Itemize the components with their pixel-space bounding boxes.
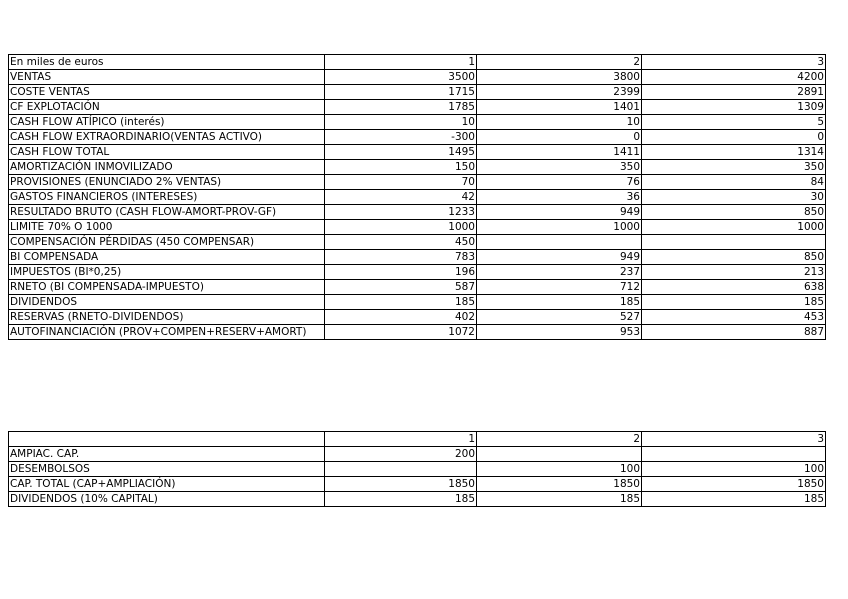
row-label-cell[interactable]: BI COMPENSADA [9,250,325,265]
value-cell-year-1[interactable]: 70 [325,175,477,190]
value-cell-year-1[interactable]: 1072 [325,325,477,340]
table-row [9,100,826,115]
value-cell-year-2[interactable]: 2 [477,432,642,447]
value-cell-year-2[interactable] [477,235,642,250]
value-cell-year-3[interactable]: 350 [642,160,826,175]
table-row [9,85,826,100]
value-cell-year-2[interactable]: 2399 [477,85,642,100]
value-cell-year-1[interactable]: 587 [325,280,477,295]
financial-table [8,54,826,340]
value-cell-year-3[interactable]: 30 [642,190,826,205]
row-label-cell[interactable]: CASH FLOW ATÍPICO (interés) [9,115,325,130]
row-label-cell[interactable]: RESULTADO BRUTO (CASH FLOW-AMORT-PROV-GF) [9,205,325,220]
value-cell-year-2[interactable]: 185 [477,295,642,310]
table-row [9,477,826,492]
row-label-cell[interactable]: AUTOFINANCIACIÓN (PROV+COMPEN+RESERV+AMORT) [9,325,325,340]
value-cell-year-3[interactable]: 887 [642,325,826,340]
value-cell-year-3[interactable]: 5 [642,115,826,130]
row-label-cell[interactable]: DIVIDENDOS [9,295,325,310]
table-row [9,190,826,205]
value-cell-year-3[interactable]: 185 [642,492,826,507]
value-cell-year-2[interactable]: 1401 [477,100,642,115]
row-label-cell[interactable]: En miles de euros [9,55,325,70]
value-cell-year-1[interactable]: -300 [325,130,477,145]
value-cell-year-1[interactable]: 3500 [325,70,477,85]
value-cell-year-1[interactable]: 185 [325,295,477,310]
value-cell-year-3[interactable]: 1314 [642,145,826,160]
table-row [9,130,826,145]
table-row [9,280,826,295]
row-label-cell[interactable]: AMORTIZACIÓN INMOVILIZADO [9,160,325,175]
capital-table-body [9,432,826,507]
value-cell-year-2[interactable]: 953 [477,325,642,340]
value-cell-year-2[interactable] [477,447,642,462]
value-cell-year-2[interactable]: 237 [477,265,642,280]
table-row [9,220,826,235]
financial-table-body [9,55,826,340]
value-cell-year-2[interactable]: 949 [477,205,642,220]
value-cell-year-3[interactable]: 100 [642,462,826,477]
row-label-cell[interactable]: AMPIAC. CAP. [9,447,325,462]
value-cell-year-3[interactable] [642,447,826,462]
value-cell-year-2[interactable]: 36 [477,190,642,205]
header-row [9,432,826,447]
value-cell-year-2[interactable]: 1000 [477,220,642,235]
value-cell-year-1[interactable]: 196 [325,265,477,280]
row-label-cell[interactable]: CASH FLOW TOTAL [9,145,325,160]
value-cell-year-1[interactable]: 1495 [325,145,477,160]
capital-table [8,431,826,507]
row-label-cell[interactable]: CF EXPLOTACIÓN [9,100,325,115]
value-cell-year-2[interactable]: 1411 [477,145,642,160]
value-cell-year-3[interactable]: 4200 [642,70,826,85]
value-cell-year-2[interactable]: 2 [477,55,642,70]
table-row [9,70,826,85]
row-label-cell[interactable]: CASH FLOW EXTRAORDINARIO(VENTAS ACTIVO) [9,130,325,145]
table-row [9,250,826,265]
table-row [9,462,826,477]
value-cell-year-3[interactable]: 2891 [642,85,826,100]
row-label-cell[interactable]: COSTE VENTAS [9,85,325,100]
value-cell-year-2[interactable]: 1850 [477,477,642,492]
row-label-cell[interactable]: RESERVAS (RNETO-DIVIDENDOS) [9,310,325,325]
value-cell-year-3[interactable]: 3 [642,55,826,70]
value-cell-year-2[interactable]: 100 [477,462,642,477]
value-cell-year-2[interactable]: 527 [477,310,642,325]
value-cell-year-1[interactable]: 1 [325,55,477,70]
row-label-cell[interactable]: LIMITE 70% O 1000 [9,220,325,235]
value-cell-year-1[interactable]: 1000 [325,220,477,235]
value-cell-year-3[interactable]: 213 [642,265,826,280]
table-row [9,325,826,340]
value-cell-year-1[interactable]: 1233 [325,205,477,220]
value-cell-year-1[interactable]: 450 [325,235,477,250]
table-row [9,235,826,250]
value-cell-year-1[interactable]: 1 [325,432,477,447]
value-cell-year-1[interactable]: 185 [325,492,477,507]
value-cell-year-1[interactable]: 42 [325,190,477,205]
row-label-cell[interactable]: PROVISIONES (ENUNCIADO 2% VENTAS) [9,175,325,190]
value-cell-year-2[interactable]: 350 [477,160,642,175]
table-row [9,265,826,280]
row-label-cell[interactable]: IMPUESTOS (BI*0,25) [9,265,325,280]
value-cell-year-1[interactable]: 402 [325,310,477,325]
row-label-cell[interactable]: DIVIDENDOS (10% CAPITAL) [9,492,325,507]
value-cell-year-2[interactable]: 712 [477,280,642,295]
value-cell-year-2[interactable]: 76 [477,175,642,190]
table-row [9,310,826,325]
value-cell-year-3[interactable]: 185 [642,295,826,310]
table-row [9,175,826,190]
value-cell-year-1[interactable]: 1715 [325,85,477,100]
value-cell-year-3[interactable]: 3 [642,432,826,447]
value-cell-year-1[interactable] [325,462,477,477]
table-row [9,447,826,462]
value-cell-year-1[interactable]: 10 [325,115,477,130]
value-cell-year-3[interactable]: 453 [642,310,826,325]
row-label-cell[interactable]: GASTOS FINANCIEROS (INTERESES) [9,190,325,205]
value-cell-year-1[interactable]: 1785 [325,100,477,115]
value-cell-year-3[interactable]: 84 [642,175,826,190]
value-cell-year-3[interactable]: 1309 [642,100,826,115]
value-cell-year-1[interactable]: 783 [325,250,477,265]
table-row [9,295,826,310]
value-cell-year-2[interactable]: 3800 [477,70,642,85]
value-cell-year-1[interactable]: 200 [325,447,477,462]
value-cell-year-1[interactable]: 150 [325,160,477,175]
value-cell-year-3[interactable] [642,235,826,250]
table-row [9,145,826,160]
table-row [9,492,826,507]
row-label-cell[interactable]: DESEMBOLSOS [9,462,325,477]
value-cell-year-1[interactable]: 1850 [325,477,477,492]
value-cell-year-2[interactable]: 185 [477,492,642,507]
header-row [9,55,826,70]
row-label-cell[interactable] [9,432,325,447]
value-cell-year-2[interactable]: 0 [477,130,642,145]
value-cell-year-3[interactable]: 850 [642,205,826,220]
value-cell-year-2[interactable]: 10 [477,115,642,130]
value-cell-year-2[interactable]: 949 [477,250,642,265]
table-row [9,160,826,175]
value-cell-year-3[interactable]: 850 [642,250,826,265]
value-cell-year-3[interactable]: 0 [642,130,826,145]
row-label-cell[interactable]: VENTAS [9,70,325,85]
value-cell-year-3[interactable]: 1000 [642,220,826,235]
row-label-cell[interactable]: COMPENSACIÓN PÉRDIDAS (450 COMPENSAR) [9,235,325,250]
row-label-cell[interactable]: RNETO (BI COMPENSADA-IMPUESTO) [9,280,325,295]
value-cell-year-3[interactable]: 638 [642,280,826,295]
value-cell-year-3[interactable]: 1850 [642,477,826,492]
row-label-cell[interactable]: CAP. TOTAL (CAP+AMPLIACIÓN) [9,477,325,492]
table-row [9,115,826,130]
table-row [9,205,826,220]
